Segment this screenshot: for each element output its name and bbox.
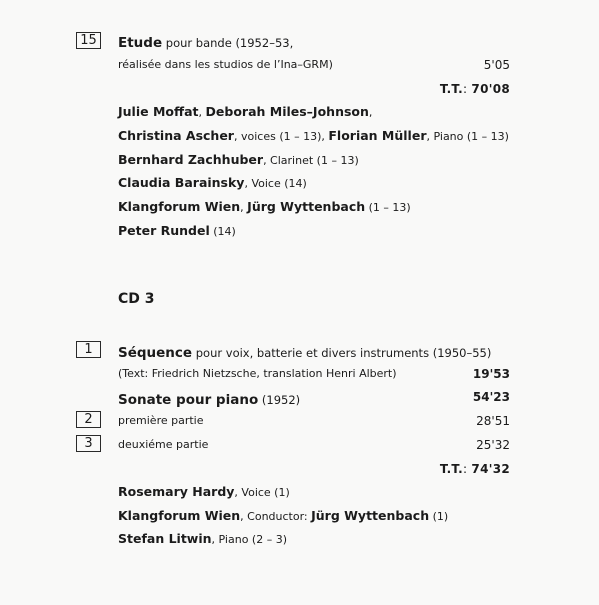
track-number: 1 <box>84 342 93 357</box>
track-title: Séquence <box>118 345 193 361</box>
performer-role: (14) <box>209 225 236 238</box>
total-time <box>440 82 510 96</box>
performer-line <box>118 484 290 499</box>
track-number-box <box>76 341 101 358</box>
track-number-box <box>76 32 101 49</box>
performer-line <box>118 128 509 143</box>
performer-name: Florian Müller <box>328 127 427 143</box>
track-title: Etude <box>118 35 163 51</box>
track-subtitle: pour voix, batterie et divers instruments (1950–55) <box>192 346 492 360</box>
track-number: 2 <box>84 412 93 427</box>
track-subtitle: pour bande (1952–53, <box>162 36 294 50</box>
performer-name: Claudia Barainsky <box>118 175 245 191</box>
performer-name: Klangforum Wien <box>118 507 241 523</box>
performer-line <box>118 152 359 167</box>
performer-role: (1 – 13) <box>365 201 411 215</box>
performer-line <box>118 223 236 238</box>
performer-name: Christina Ascher <box>118 127 234 143</box>
performer-name: Jürg Wyttenbach <box>311 507 430 523</box>
performer-role: , Piano (1 – 13) <box>426 129 509 143</box>
track-number-box <box>76 435 101 452</box>
work-title: Sonate pour piano <box>118 392 259 408</box>
track-number: 15 <box>80 33 97 48</box>
movement-title: première partie <box>118 414 204 427</box>
track-title-line <box>118 342 491 361</box>
total-time-label: T.T. <box>439 82 463 96</box>
performer-line <box>118 531 287 546</box>
performer-role: , Voice (1) <box>234 486 290 499</box>
track-number: 3 <box>84 436 93 451</box>
track-duration: 19'53 <box>472 367 510 381</box>
track-subtitle-line2: réalisée dans les studios de l’Ina–GRM) <box>118 58 333 71</box>
movement-title: deuxiéme partie <box>118 438 209 451</box>
performer-role: (1) <box>429 509 449 523</box>
performer-name: Stefan Litwin <box>118 531 212 546</box>
track-text-credit: (Text: Friedrich Nietzsche, translation Henri Albert) <box>118 367 397 380</box>
performer-line <box>118 104 372 119</box>
performer-name: Julie Moffat <box>118 104 199 119</box>
performer-line <box>118 199 411 214</box>
performer-role: , voices (1 – 13), <box>233 129 329 143</box>
performer-name: Deborah Miles–Johnson <box>205 104 369 119</box>
performer-role: , Piano (2 – 3) <box>211 533 287 546</box>
performer-name: Jürg Wyttenbach <box>247 199 366 215</box>
performer-line <box>118 508 448 523</box>
performer-role: , Clarinet (1 – 13) <box>263 153 359 167</box>
work-title-line <box>118 389 300 408</box>
performer-role: , Voice (14) <box>244 177 307 191</box>
total-time-separator: : <box>462 462 472 476</box>
total-time-separator: : <box>462 82 472 96</box>
performer-name: Rosemary Hardy <box>118 484 235 499</box>
track-duration: 5'05 <box>483 58 510 72</box>
performer-name: Bernhard Zachhuber <box>118 151 264 167</box>
performer-role: , <box>240 201 248 215</box>
total-time-label: T.T. <box>439 462 463 476</box>
performer-role: , Conductor: <box>240 509 312 523</box>
total-time <box>440 462 510 476</box>
total-time-value: 74'32 <box>471 462 510 476</box>
cd-heading: CD 3 <box>118 291 155 307</box>
performer-name: Klangforum Wien <box>118 199 241 215</box>
movement-duration: 25'32 <box>476 438 510 452</box>
track-number-box <box>76 411 101 428</box>
performer-role: , <box>198 106 206 119</box>
work-duration: 54'23 <box>472 390 510 404</box>
track-title-line <box>118 32 293 51</box>
performer-name: Peter Rundel <box>118 223 210 238</box>
performer-role: , <box>368 106 373 119</box>
movement-duration: 28'51 <box>476 414 510 428</box>
work-subtitle: (1952) <box>258 393 301 407</box>
performer-line <box>118 175 307 190</box>
total-time-value: 70'08 <box>471 82 510 96</box>
